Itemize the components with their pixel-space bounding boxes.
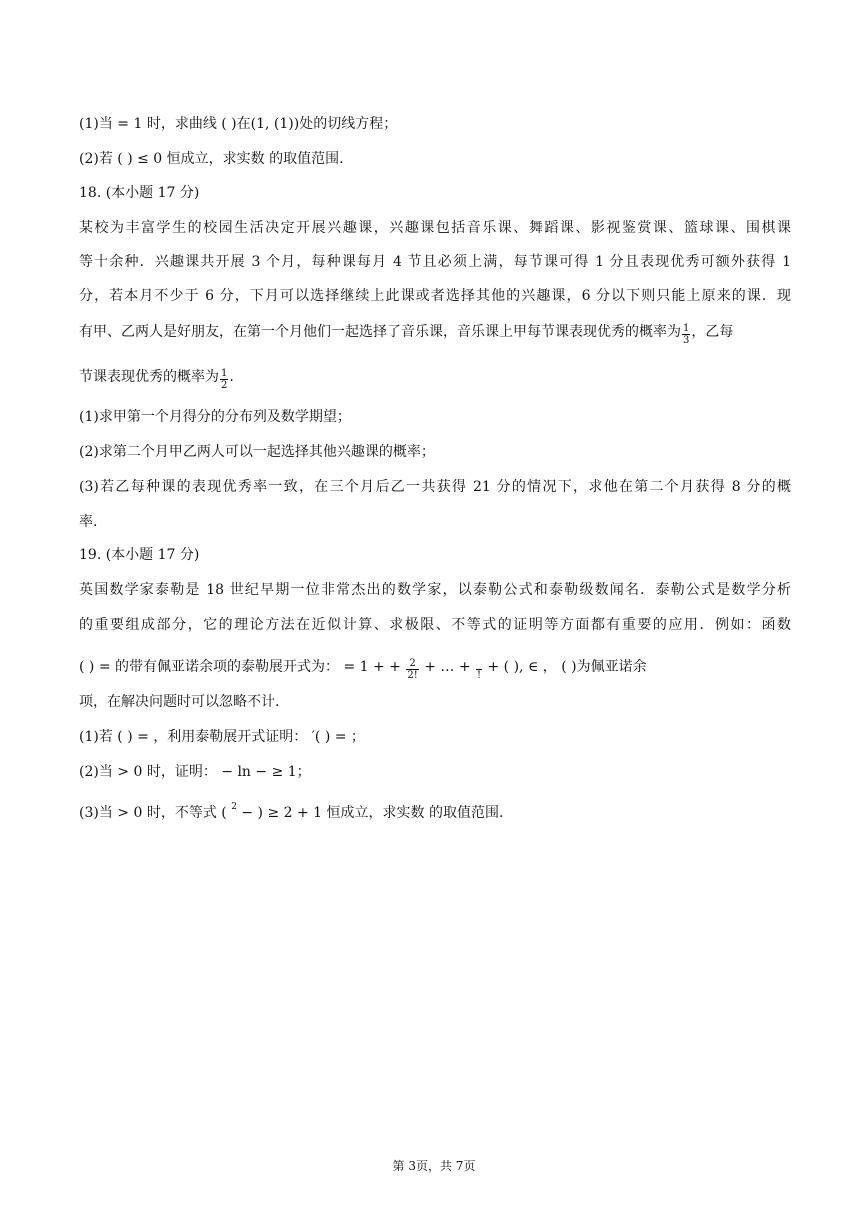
q18-part3-line-2: 率. (79, 514, 98, 530)
q18-part3-line-1: (3)若乙每种课的表现优秀率一致，在三个月后乙一共获得 21 分的情况下，求他在第二个月获得 8 分的概 (79, 479, 791, 495)
q19-text-line-1: 英国数学家泰勒是 18 世纪早期一位非常杰出的数学家，以泰勒公式和泰勒级数闻名．泰勒公式是数学分析 (79, 582, 791, 598)
q19-text-line-3 (79, 657, 791, 681)
q18-text-line-1: 某校为丰富学生的校园生活决定开展兴趣课，兴趣课包括音乐课、舞蹈课、影视鉴赏课、篮球课、围棋课 (79, 220, 791, 236)
q19-part3-a: (3)当 > 0 时，不等式 ( (79, 805, 232, 821)
q19-part2: (2)当 > 0 时，证明： − ln − ≥ 1； (79, 764, 311, 780)
fraction-x-squared-over-2-factorial (406, 658, 418, 681)
fraction-numerator: 2 (406, 658, 418, 670)
fraction-one-third (682, 323, 690, 346)
fraction-numerator: 1 (683, 323, 690, 334)
q18-text-line-3: 分，若本月不少于 6 分，下月可以选择继续上此课或者选择其他的兴趣课，6 分以下则只能上原来的课．现 (79, 288, 791, 304)
q18-text-line-5 (79, 367, 791, 391)
q18-part1: (1)求甲第一个月得分的分布列及数学期望； (79, 409, 351, 425)
q19-text-3c: + ( ), ∈ ， ( )为佩亚诺余 (483, 659, 647, 675)
page-footer: 第 3页，共 7页 (392, 1159, 476, 1173)
q18-text-line-2: 等十余种．兴趣课共开展 3 个月，每种课每月 4 节且必须上满，每节课可得 1 分且表现优秀可额外获得 1 (79, 254, 791, 270)
q18-text-line-4 (79, 322, 791, 346)
q18-text-5b: . (229, 369, 234, 385)
q18-text-5a: 节课表现优秀的概率为 (79, 369, 219, 385)
q19-part3-b: − ) ≥ 2 + 1 恒成立，求实数 的取值范围. (236, 805, 504, 821)
fraction-denominator: 3 (683, 335, 690, 346)
q19-header: 19. (本小题 17 分) (79, 547, 200, 563)
q17-part2: (2)若 ( ) ≤ 0 恒成立，求实数 的取值范围. (79, 151, 344, 167)
q19-text-line-2: 的重要组成部分，它的理论方法在近似计算、求极限、不等式的证明等方面都有重要的应用．例如：函数 (79, 617, 791, 633)
q18-header: 18. (本小题 17 分) (79, 185, 200, 201)
q18-text-4b: ，乙每 (691, 324, 734, 340)
q18-text-4a: 有甲、乙两人是好朋友，在第一个月他们一起选择了音乐课，音乐课上甲每节课表现优秀的概率为 (79, 324, 681, 340)
fraction-denominator: 2! (407, 670, 418, 681)
q18-part2: (2)求第二个月甲乙两人可以一起选择其他兴趣课的概率； (79, 444, 435, 460)
superscript-2: 2 (231, 802, 237, 812)
q19-text-line-4: 项，在解决问题时可以忽略不计. (79, 694, 280, 710)
q19-text-3a: ( ) = 的带有佩亚诺余项的泰勒展开式为： = 1 + + (79, 659, 406, 675)
fraction-x-n-over-n-factorial (476, 658, 482, 681)
q19-text-3b: + … + (419, 659, 476, 675)
fraction-one-half (220, 368, 228, 391)
q19-part1: (1)若 ( ) = ，利用泰勒展开式证明： ′( ) = ； (79, 729, 365, 745)
q17-part1: (1)当 = 1 时，求曲线 ( )在(1, (1))处的切线方程； (79, 116, 398, 132)
fraction-denominator: 2 (221, 380, 228, 391)
q19-part3 (79, 797, 791, 823)
fraction-numerator (476, 658, 482, 670)
fraction-numerator: 1 (221, 368, 228, 379)
fraction-denominator: ! (477, 670, 482, 681)
